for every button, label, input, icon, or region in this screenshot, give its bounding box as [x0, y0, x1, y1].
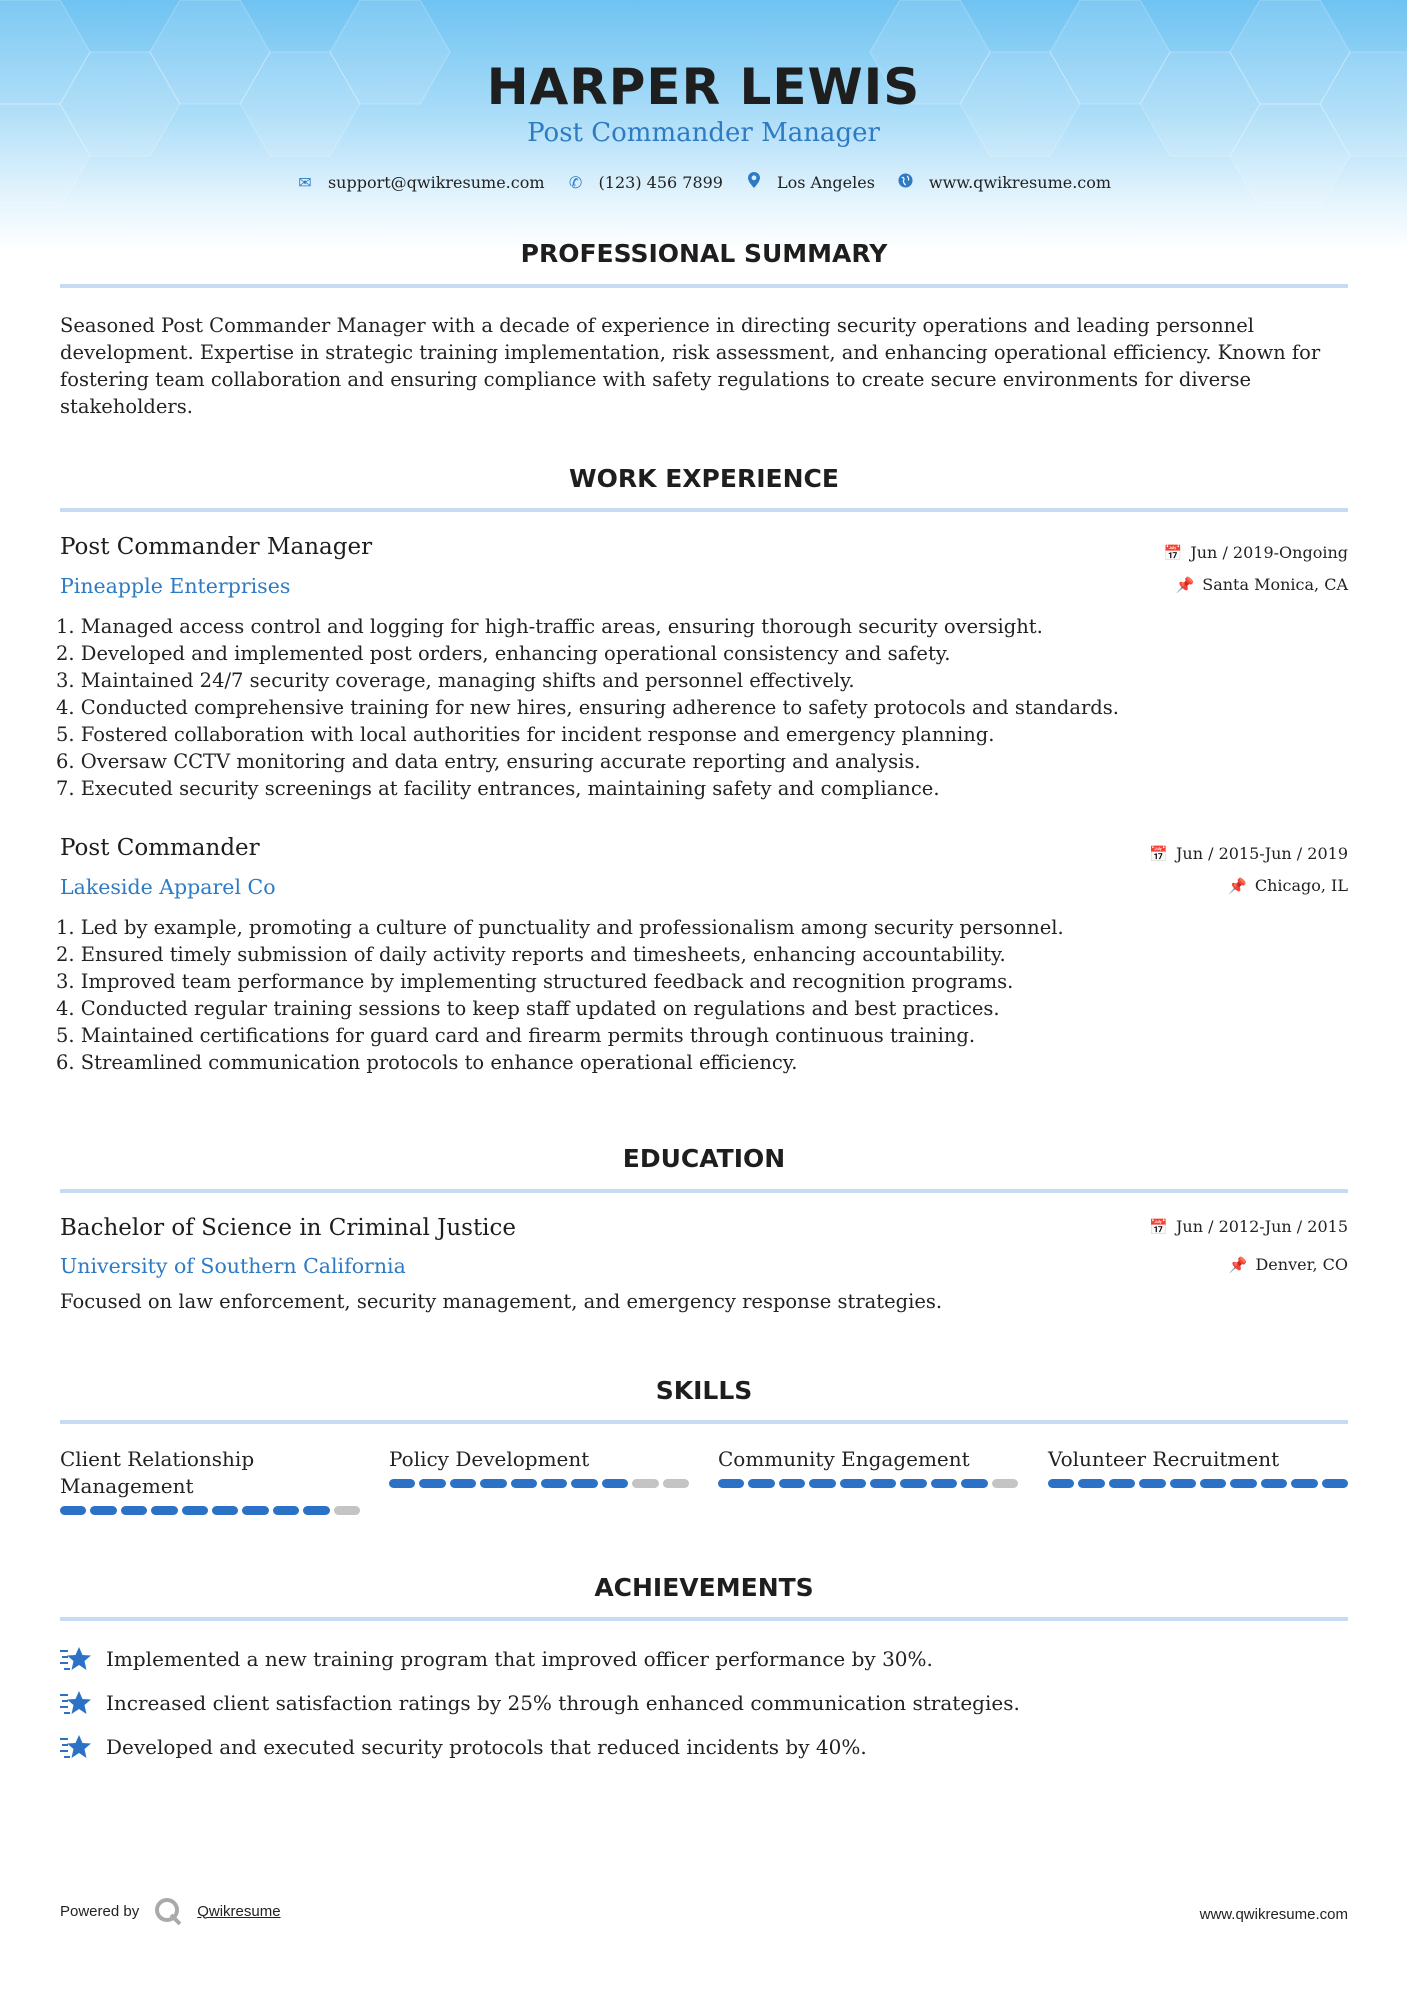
skill-segment-filled — [809, 1479, 835, 1488]
list-item: 4. Conducted comprehensive training for new hires, ensuring adherence to safety protocols and standards. — [56, 696, 1119, 719]
list-item: 7. Executed security screenings at facility entrances, maintaining safety and compliance. — [56, 777, 940, 800]
contact-website[interactable] — [897, 173, 1111, 192]
job-dates-text: Jun / 2019-Ongoing — [1190, 543, 1348, 562]
skill-segment-filled — [480, 1479, 506, 1488]
skill-segment-filled — [182, 1506, 208, 1515]
skill-name: Community Engagement — [718, 1447, 970, 1471]
skill-segment-filled — [450, 1479, 476, 1488]
skill-level-bar — [718, 1479, 1018, 1488]
list-item: 4. Conducted regular training sessions to keep staff updated on regulations and best practices. — [56, 997, 1000, 1020]
experience-heading: WORK EXPERIENCE — [569, 464, 839, 493]
skill-segment-filled — [931, 1479, 957, 1488]
summary-text: Seasoned Post Commander Manager with a decade of experience in directing security operations and leading personnel development. Expertise in strategic training implementation, risk assessment, and enhancing operational efficiency. Known for fostering team collaboration and ensuring compliance with safety regulations to create secure environments for diverse stakeholders. — [60, 314, 1321, 418]
skill-item — [1048, 1446, 1348, 1488]
phone-icon: ✆ — [568, 172, 583, 192]
education-description: Focused on law enforcement, security management, and emergency response strategies. — [60, 1290, 943, 1313]
skills-divider — [60, 1420, 1348, 1424]
website-text: www.qwikresume.com — [928, 172, 1112, 192]
skill-level-bar — [389, 1479, 689, 1488]
achievement-text: Developed and executed security protocols that reduced incidents by 40%. — [106, 1735, 867, 1759]
skill-segment-filled — [242, 1506, 268, 1515]
school-name: University of Southern California — [60, 1254, 406, 1278]
skill-segment-empty — [632, 1479, 658, 1488]
pushpin-icon: 📌 — [1228, 876, 1247, 895]
list-item: 2. Ensured timely submission of daily activity reports and timesheets, enhancing accountability. — [56, 943, 1006, 966]
qwikresume-link[interactable]: Qwikresume — [197, 1902, 281, 1920]
email-text: support@qwikresume.com — [327, 172, 545, 192]
skill-segment-filled — [419, 1479, 445, 1488]
skill-segment-filled — [303, 1506, 329, 1515]
skill-segment-filled — [571, 1479, 597, 1488]
achievement-item — [60, 1689, 1020, 1717]
skill-segment-filled — [212, 1506, 238, 1515]
skill-segment-filled — [1048, 1479, 1074, 1488]
job-location-text: Chicago, IL — [1254, 876, 1348, 895]
calendar-icon: 📅 — [1149, 1217, 1168, 1236]
education-dates-text: Jun / 2012-Jun / 2015 — [1175, 1217, 1348, 1236]
list-item: 3. Maintained 24/7 security coverage, managing shifts and personnel effectively. — [56, 669, 855, 692]
skill-segment-filled — [541, 1479, 567, 1488]
skill-segment-filled — [1170, 1479, 1196, 1488]
achievement-item — [60, 1733, 867, 1761]
skill-name: Client Relationship Management — [60, 1447, 255, 1498]
list-item: 1. Led by example, promoting a culture of punctuality and professionalism among security personnel. — [56, 916, 1064, 939]
job-location — [1176, 575, 1348, 594]
contact-location — [745, 172, 875, 192]
skill-segment-empty — [663, 1479, 689, 1488]
location-text: Los Angeles — [776, 172, 875, 192]
skill-segment-filled — [90, 1506, 116, 1515]
candidate-title: Post Commander Manager — [527, 118, 880, 148]
list-item: 6. Oversaw CCTV monitoring and data entry, ensuring accurate reporting and analysis. — [56, 750, 921, 773]
company-name: Pineapple Enterprises — [60, 574, 291, 598]
footer-powered-by — [60, 1896, 281, 1926]
skill-segment-filled — [1109, 1479, 1135, 1488]
job-dates-text: Jun / 2015-Jun / 2019 — [1175, 844, 1348, 863]
summary-heading: PROFESSIONAL SUMMARY — [520, 239, 888, 268]
list-item: 1. Managed access control and logging for high-traffic areas, ensuring thorough security oversight. — [56, 615, 1043, 638]
pushpin-icon: 📌 — [1175, 575, 1195, 594]
skill-item — [60, 1446, 360, 1515]
skill-segment-filled — [840, 1479, 866, 1488]
education-divider — [60, 1189, 1348, 1193]
calendar-icon: 📅 — [1163, 543, 1183, 562]
job-dates — [1164, 543, 1348, 562]
education-dates — [1149, 1217, 1348, 1236]
list-item: 5. Fostered collaboration with local authorities for incident response and emergency planning. — [56, 723, 995, 746]
summary-divider — [60, 284, 1348, 288]
experience-divider — [60, 508, 1348, 512]
skill-segment-filled — [961, 1479, 987, 1488]
footer-url[interactable]: www.qwikresume.com — [1199, 1906, 1348, 1923]
list-item: 3. Improved team performance by implementing structured feedback and recognition programs. — [56, 970, 1014, 993]
pushpin-icon: 📌 — [1228, 1255, 1248, 1274]
skill-segment-filled — [511, 1479, 537, 1488]
education-location — [1229, 1255, 1348, 1274]
candidate-name: HARPER LEWIS — [486, 58, 921, 116]
skill-segment-filled — [1322, 1479, 1348, 1488]
skill-segment-filled — [900, 1479, 926, 1488]
degree-title: Bachelor of Science in Criminal Justice — [60, 1215, 517, 1241]
achievements-heading: ACHIEVEMENTS — [594, 1573, 814, 1602]
job-location-text: Santa Monica, CA — [1202, 575, 1348, 594]
star-icon — [60, 1689, 92, 1717]
skill-segment-empty — [992, 1479, 1018, 1488]
skills-heading: SKILLS — [655, 1376, 753, 1405]
list-item: 5. Maintained certifications for guard card and firearm permits through continuous training. — [56, 1024, 976, 1047]
job-title: Post Commander — [60, 835, 260, 861]
skill-segment-filled — [389, 1479, 415, 1488]
skill-segment-filled — [1200, 1479, 1226, 1488]
skill-segment-filled — [779, 1479, 805, 1488]
calendar-icon: 📅 — [1149, 844, 1168, 863]
skill-segment-filled — [121, 1506, 147, 1515]
envelope-icon: ✉ — [298, 172, 312, 192]
star-icon — [60, 1733, 92, 1761]
skill-segment-filled — [1078, 1479, 1104, 1488]
list-item: 2. Developed and implemented post orders, enhancing operational consistency and safety. — [56, 642, 951, 665]
contact-email[interactable] — [296, 173, 545, 192]
achievement-item — [60, 1645, 933, 1673]
skill-name: Policy Development — [389, 1447, 590, 1471]
skill-name: Volunteer Recruitment — [1048, 1447, 1280, 1471]
list-item: 6. Streamlined communication protocols to enhance operational efficiency. — [56, 1051, 798, 1074]
skill-segment-filled — [718, 1479, 744, 1488]
job-title: Post Commander Manager — [60, 534, 373, 560]
skill-segment-filled — [151, 1506, 177, 1515]
skill-segment-empty — [334, 1506, 360, 1515]
star-icon — [60, 1645, 92, 1673]
contact-phone[interactable] — [567, 173, 723, 192]
job-bullets — [56, 914, 1256, 1076]
achievement-text: Increased client satisfaction ratings by 25% through enhanced communication strategies. — [106, 1691, 1020, 1715]
education-location-text: Denver, CO — [1255, 1255, 1348, 1274]
powered-by-label: Powered by — [60, 1902, 140, 1920]
skill-segment-filled — [1230, 1479, 1256, 1488]
skill-level-bar — [1048, 1479, 1348, 1488]
skill-level-bar — [60, 1506, 360, 1515]
skill-item — [389, 1446, 689, 1488]
skill-segment-filled — [1139, 1479, 1165, 1488]
skill-segment-filled — [60, 1506, 86, 1515]
skill-segment-filled — [870, 1479, 896, 1488]
skill-segment-filled — [602, 1479, 628, 1488]
phone-text: (123) 456 7899 — [598, 172, 723, 192]
job-bullets — [56, 613, 1256, 802]
achievements-divider — [60, 1617, 1348, 1621]
skill-segment-filled — [1261, 1479, 1287, 1488]
company-name: Lakeside Apparel Co — [60, 875, 276, 899]
map-pin-icon — [745, 172, 763, 192]
skill-item — [718, 1446, 1018, 1488]
skill-segment-filled — [748, 1479, 774, 1488]
globe-icon — [897, 173, 915, 192]
achievement-text: Implemented a new training program that improved officer performance by 30%. — [106, 1647, 933, 1671]
skill-segment-filled — [1291, 1479, 1317, 1488]
contact-bar — [0, 172, 1407, 192]
job-dates — [1149, 844, 1348, 863]
education-heading: EDUCATION — [622, 1144, 786, 1173]
skill-segment-filled — [273, 1506, 299, 1515]
job-location — [1228, 876, 1348, 895]
qwikresume-logo-icon — [153, 1896, 183, 1926]
